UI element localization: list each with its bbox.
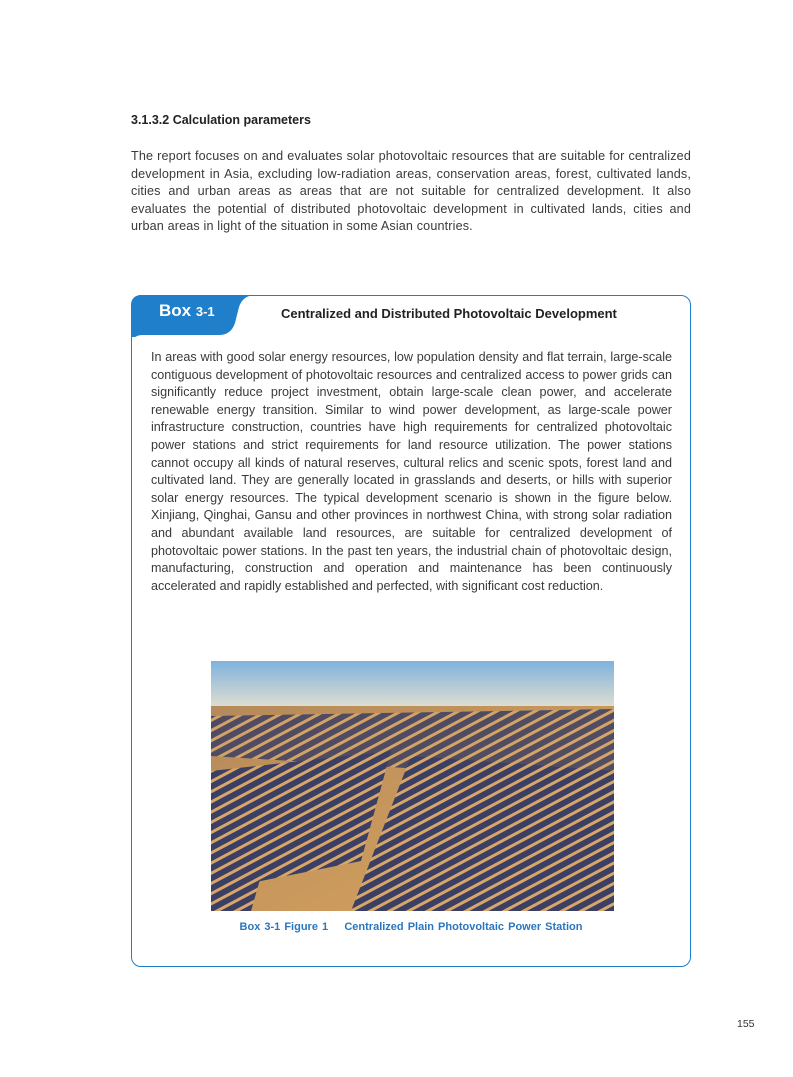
solar-farm-photo [211, 661, 614, 911]
section-paragraph: The report focuses on and evaluates solar photovoltaic resources that are suitable for centralized development in Asia, excluding low-radiation areas, conservation areas, forest, cultivated lands, cities and urban areas as areas that are not suitable for centralized development. It also evaluates the potential of distributed photovoltaic development in cultivated lands, cities and urban areas in light of the situation in some Asian countries. [131, 149, 691, 234]
box-body: In areas with good solar energy resources, low population density and flat terrain, large-scale contiguous development of photovoltaic resources and centralized access to power grids can significantly reduce project investment, obtain large-scale clean power, and accelerate renewable energy transition. Similar to wind power development, as large-scale power infrastructure construction, countries have high requirements for centralized photovoltaic power stations and strict requirements for land resource utilization. The power stations cannot occupy all kinds of natural reserves, cultural relics and scenic spots, forest land and cultivated land. They are generally located in grasslands and deserts, or hills with superior solar energy resources. The typical development scenario is shown in the figure below. Xinjiang, Qinghai, Gansu and other provinces in northwest China, with strong solar radiation and abundant available land resources, are suitable for centralized development of photovoltaic power stations. In the past ten years, the industrial chain of photovoltaic design, manufacturing, construction and operation and maintenance has been continuously accelerated and rapidly established and perfected, with significant cost reduction. [151, 350, 672, 593]
section-heading: 3.1.3.2 Calculation parameters [131, 113, 311, 127]
figure-caption: Box 3-1 Figure 1 Centralized Plain Photovoltaic Power Station [239, 921, 583, 933]
page-number: 155 [737, 1018, 755, 1030]
box-title: Centralized and Distributed Photovoltaic Development [281, 306, 617, 321]
box-label-text: Box [159, 301, 192, 320]
box-label [159, 301, 215, 321]
box-number: 3-1 [195, 304, 215, 319]
